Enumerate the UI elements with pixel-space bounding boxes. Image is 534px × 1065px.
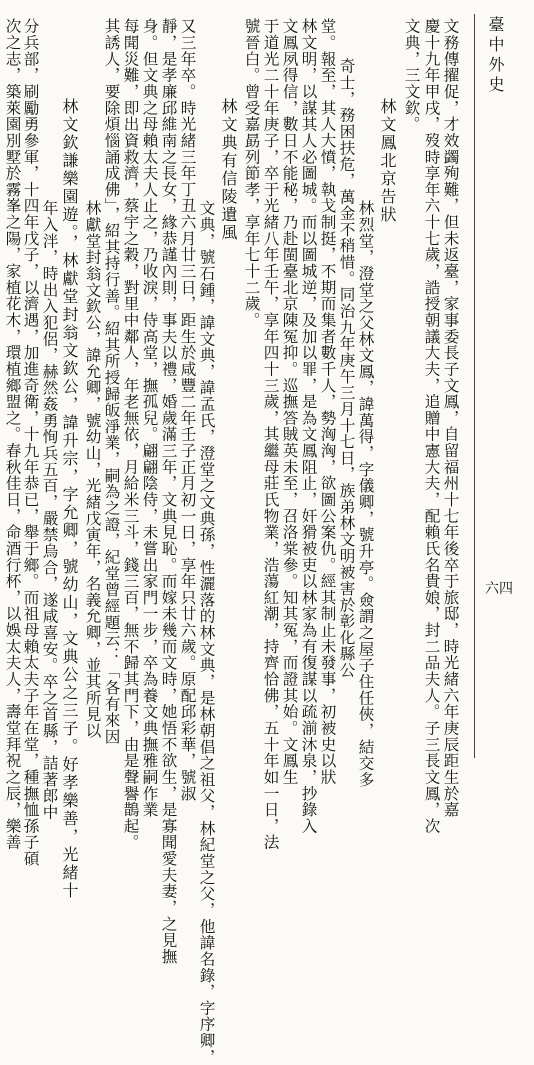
text-column: 其誘人，要除煩惱誦成佛」，紹其持行善。紹其所授歸皈淨業，嗣為之證，紀堂曾經題云：「各有來因 bbox=[102, 18, 121, 745]
text-column: 次之志，築萊園別墅於霧峯之陽，家植花木，環植鄉盟之。春秋佳日，命酒行杯，以娛太夫人，壽堂拜祝之辰，樂善 bbox=[3, 18, 22, 851]
text-column: 林文明，以謀其人必圖城。而以圖城逆，及加以罪，是為文鳳阻止，奸猾被吏以林家為有復謀以疏湔沐泉，抄錄入 bbox=[299, 18, 318, 834]
text-column: 身。但文典之母賴太夫人止之，乃收淚，侍高堂，撫孤兒。翩翩陰侍，未嘗出家門一步，卒為養文典撫雅嗣作業 bbox=[140, 18, 159, 818]
text-column: 分兵部，刷勵勇參軍，十四年戊子，以濟遇，加進奇衛，十九年恭已，舉于鄉。而祖母賴太夫子年在堂，種撫恤孫子碩 bbox=[21, 18, 40, 867]
running-title: 臺中外史 bbox=[486, 16, 505, 96]
text-column: 于道光二十年庚子，卒于光緒八年壬午，享年四十三歲，其繼母莊氏物業，浩蕩紅潮，持齊恰佛，五十年如一日，法 bbox=[261, 18, 280, 851]
text-column: 文鳳夙得信，數日不能秘，乃赴閩臺北京陳冤抑。巡撫答賊英未至，召洛棠參。知其冤，而證其始。文鳳生 bbox=[280, 18, 299, 786]
text-column: 又三年卒。時光緒三年丁丑六月廿三日，距生於咸豐二年壬子正月初一日，享年只廿六歲。原配邱彩華，號淑 bbox=[178, 18, 197, 802]
text-column: 號晉白。曾受嘉勗列節孝，享年七十二歲。 bbox=[242, 18, 261, 329]
text-column: 每聞災難，即出資救濟，蔡宇之穀，對里中鄰人，年老無依，月給米三斗，錢三百，無不歸其門下，由是聲譽鵲起。 bbox=[121, 18, 140, 851]
text-column: 文典，三文欽。 bbox=[402, 18, 421, 133]
text-column: 文典，號石鍾，諱文典，諱孟氏，澄堂之文典孫，性灑落的林文典，是林朝倡之祖父，林紀堂之父，他諱名錄，字序卿， bbox=[197, 200, 216, 1065]
text-column: 靜，是孝廉邱維南之長女，緣恭謹內則，事夫以禮，婚歲滿三年，文典見恥。而嫁未幾而文時，她悟不欲生，是寡聞愛夫妻，之見撫 bbox=[159, 18, 178, 965]
section-heading-lin-wenfeng: 林文鳳北京告狀 bbox=[378, 98, 397, 224]
text-column: 堂。報至，其人大憤，執戈制挺，不期而集者數千人，勢洶洶，欲圖公案仇。經其制止未發事，初被史以狀 bbox=[318, 18, 337, 786]
text-column: 林獻堂封翁文欽公，諱允卿，號幼山，光緒戊寅年，名義允卿，並其所見以 bbox=[83, 200, 102, 739]
text-column: 文務傳擢促，才效蠲殉難，但未返臺，家事委長子文鳳，自留福州十七年後卒于旅邸，時光緒六年庚辰距生於嘉 bbox=[441, 18, 460, 818]
header-rule bbox=[474, 14, 475, 758]
text-column: 年入泮，時出入犯侶，赫然姦勇恂兵五百，嚴禁烏合，遂咸喜安。卒之首縣，詰著郎中 bbox=[40, 200, 59, 821]
section-heading-lin-wenqin: 林文欽謙樂園遊。，林獻堂封翁文欽公，諱升宗，字允卿，號幼山，文典公之三子。好孝樂善，光緒十 bbox=[60, 98, 79, 900]
text-column: 林烈堂，澄堂之父林文鳳，諱萬得，字儀卿，號升亭。僉謂之屋子住任俠，結交多 bbox=[356, 200, 375, 788]
text-column: 慶十九年甲戌，歿時享年六十七歲，誥授朝議大夫，追贈中憲大夫，配賴氏名貴娘，封二品夫人。子三長文鳳，次 bbox=[422, 18, 441, 834]
page-number: 六四 bbox=[485, 581, 513, 597]
section-heading-lin-wendian: 林文典有信陵遺風 bbox=[219, 98, 238, 242]
text-column: 奇士，務困扶危，萬金不稍惜。同治九年庚午三月十七日，族弟林文明被害於彰化縣公 bbox=[337, 58, 356, 679]
